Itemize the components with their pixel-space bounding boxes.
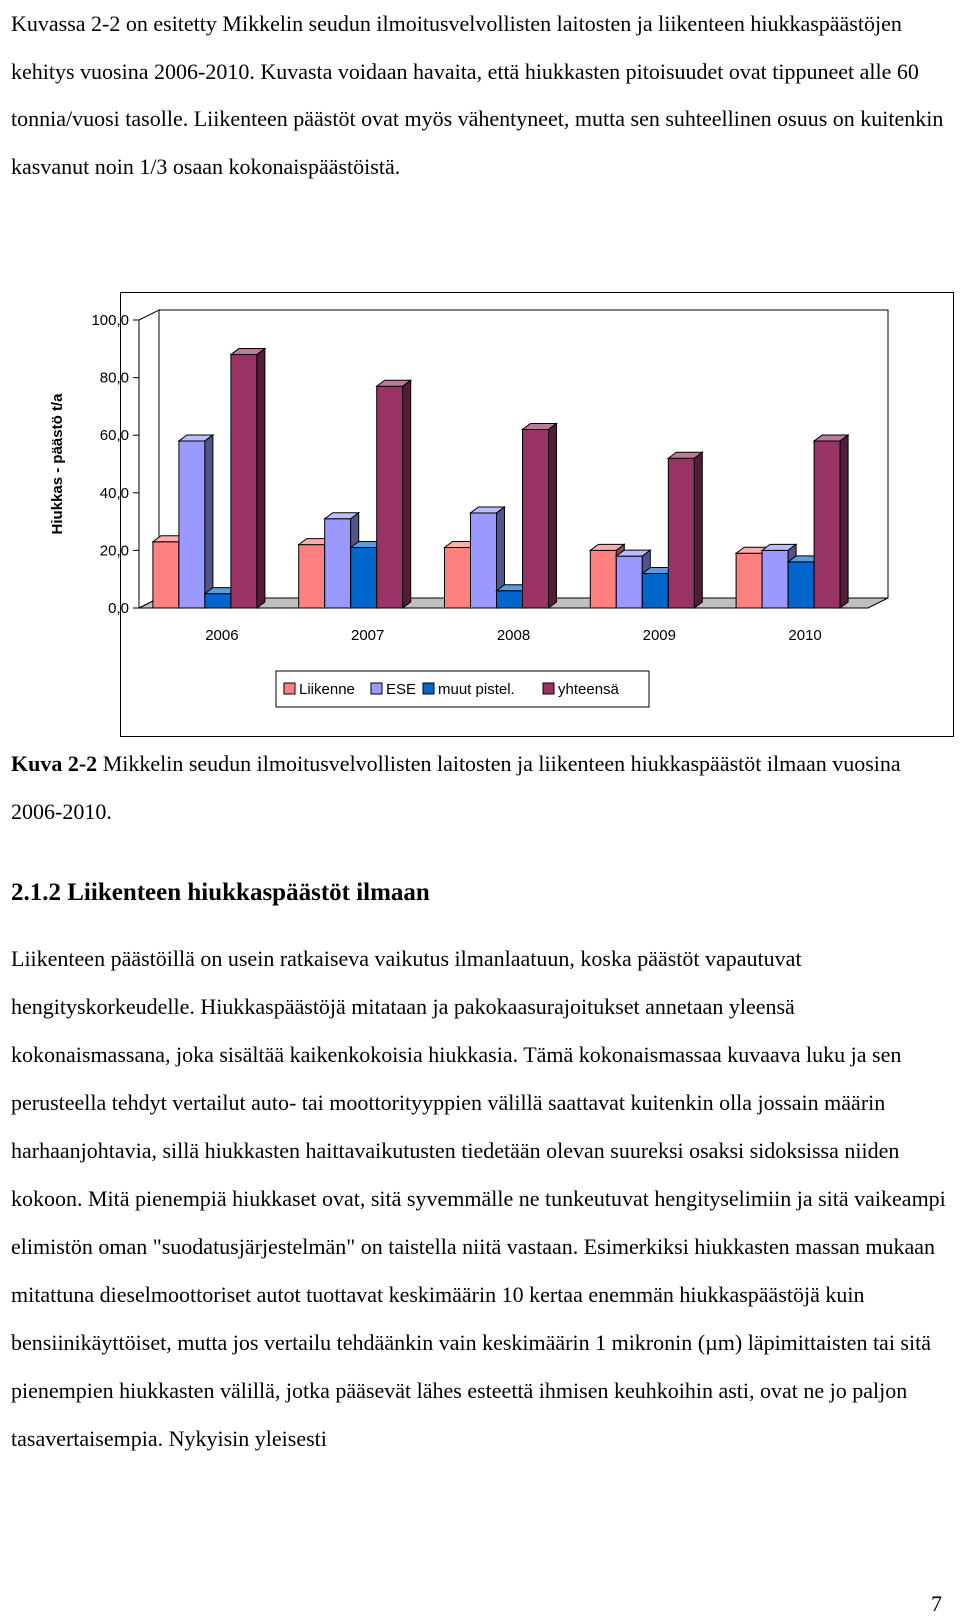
section-heading: 2.1.2 Liikenteen hiukkaspäästöt ilmaan: [11, 879, 430, 906]
bar-ese: [325, 519, 351, 608]
caption-label: Kuva 2-2: [11, 751, 98, 776]
x-tick-label: 2009: [642, 627, 676, 644]
bar-side: [403, 380, 411, 608]
bar-liikenne: [299, 545, 325, 608]
bar-yhteens-: [377, 386, 403, 608]
legend-swatch: [371, 683, 382, 694]
bar-side: [840, 435, 848, 608]
bar-side: [205, 435, 213, 608]
bar-muut-pistel-: [642, 573, 668, 608]
bar-ese: [471, 513, 497, 608]
bar-liikenne: [736, 553, 762, 608]
bar-liikenne: [590, 550, 616, 608]
x-tick-label: 2010: [788, 627, 822, 644]
bar-muut-pistel-: [351, 548, 377, 608]
legend-swatch: [423, 683, 434, 694]
y-tick-label: 60,0: [99, 427, 129, 445]
bar-ese: [179, 441, 205, 608]
intro-paragraph: Kuvassa 2-2 on esitetty Mikkelin seudun ilmoitusvelvollisten laitosten ja liikenteen hiukkaspäästöjen kehitys vuosina 2006-2010. Kuvasta voidaan havaita, että hiukkasten pitoisuudet ovat tippuneet alle 60 tonnia/vuosi tasolle. Liikenteen päästöt ovat myös vähentyneet, mutta sen suhteellinen osuus on kuitenkin kasvanut noin 1/3 osaan kokonaispäästöistä.: [11, 11, 944, 179]
bar-yhteens-: [523, 429, 549, 608]
bar-liikenne: [153, 542, 179, 608]
bar-muut-pistel-: [205, 594, 231, 608]
y-axis-title: Hiukkas - päästö t/a: [49, 393, 66, 535]
x-tick-label: 2007: [351, 627, 385, 644]
figure-caption: [11, 740, 951, 836]
y-tick-label: 0,0: [108, 600, 129, 617]
legend-swatch: [543, 683, 554, 694]
x-tick-label: 2006: [205, 627, 239, 644]
x-tick-label: 2008: [496, 627, 531, 644]
y-tick-label: 80,0: [99, 369, 129, 387]
y-tick-label: 20,0: [99, 542, 129, 560]
bar-side: [549, 423, 557, 608]
bar-muut-pistel-: [497, 591, 523, 608]
bar-muut-pistel-: [788, 562, 814, 608]
bar-yhteens-: [668, 458, 694, 608]
caption-text: Mikkelin seudun ilmoitusvelvollisten laitosten ja liikenteen hiukkaspäästöt ilmaan vuosina 2006-2010.: [11, 751, 901, 824]
chart-figure: [49, 292, 954, 737]
bar-side: [257, 349, 265, 608]
bar-chart: [49, 293, 955, 738]
bar-liikenne: [445, 548, 471, 608]
bar-ese: [762, 550, 788, 608]
page-number: 7: [931, 1591, 942, 1616]
y-tick-label: 40,0: [99, 484, 129, 502]
bar-ese: [616, 556, 642, 608]
legend-label: muut pistel.: [438, 681, 515, 698]
legend-label: ESE: [386, 681, 417, 698]
bar-yhteens-: [814, 441, 840, 608]
legend-label: yhteensä: [558, 681, 619, 698]
y-tick-label: 100,0: [91, 312, 129, 329]
legend-label: Liikenne: [299, 681, 355, 698]
bar-side: [694, 452, 702, 608]
bar-yhteens-: [231, 355, 257, 608]
body-paragraph: Liikenteen päästöillä on usein ratkaiseva vaikutus ilmanlaatuun, koska päästöt vapautuvat hengityskorkeudelle. Hiukkaspäästöjä mitataan ja pakokaasurajoitukset annetaan yleensä kokonaismassana, joka sisältää kaikenkokoisia hiukkasia. Tämä kokonaismassaa kuvaava luku ja sen perusteella tehdyt vertailut auto- tai moottorityyppien välillä saattavat kuitenkin olla jossain määrin harhaanjohtavia, sillä hiukkasten haittavaikutusten tiedetään olevan suureksi osaksi sidoksissa niiden kokoon. Mitä pienempiä hiukkaset ovat, sitä syvemmälle ne tunkeutuvat hengityselimiin ja sitä vaikeampi elimistön oman "suodatusjärjestelmän" on taistella niitä vastaan. Esimerkiksi hiukkasten massan mukaan mitattuna dieselmoottoriset autot tuottavat keskimäärin 10 kertaa enemmän hiukkaspäästöjä kuin bensiinikäyttöiset, mutta jos vertailu tehdäänkin vain keskimäärin 1 mikronin (µm) läpimittaisten tai sitä pienempien hiukkasten välillä, jotka pääsevät lähes esteettä ihmisen keuhkoihin asti, ovat ne jo paljon tasavertaisempia. Nykyisin yleisesti: [11, 946, 946, 1451]
legend-swatch: [284, 683, 295, 694]
